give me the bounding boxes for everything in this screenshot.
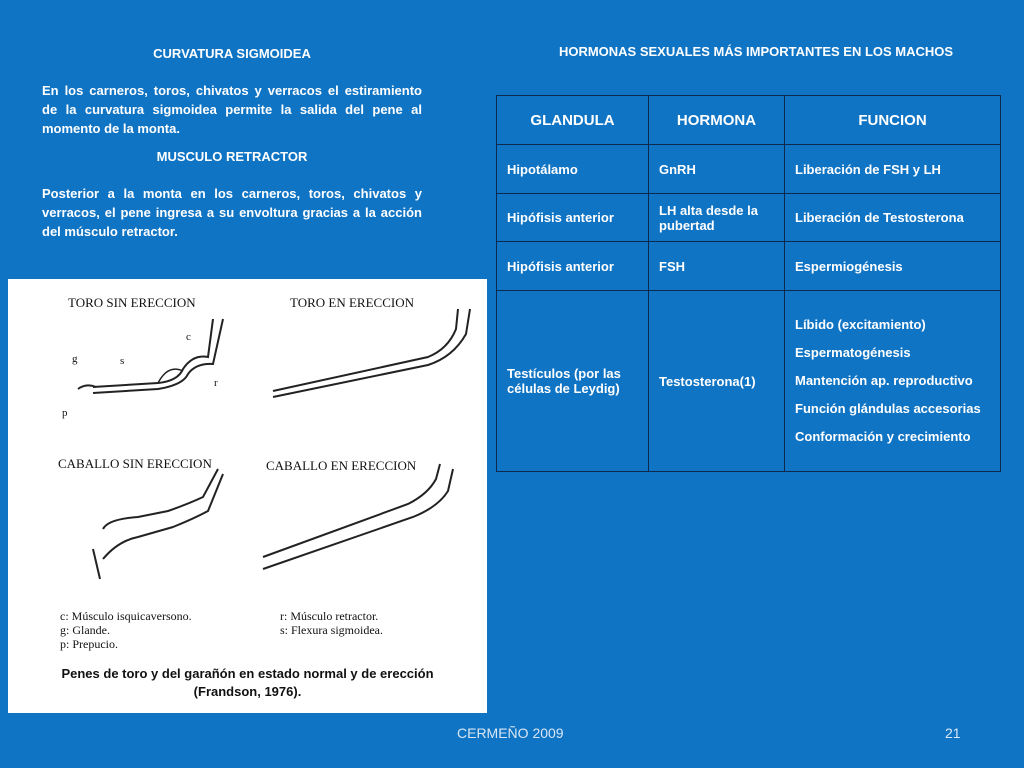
cell-glandula: Hipotálamo — [497, 145, 649, 194]
letter-r: r — [214, 377, 218, 389]
label-caballo-en-ereccion: CABALLO EN ERECCION — [266, 458, 417, 473]
heading-retractor-muscle: MUSCULO RETRACTOR — [156, 149, 308, 164]
letter-s: s — [120, 355, 125, 367]
caption-line-2: (Frandson, 1976). — [193, 684, 302, 699]
funcion-item: Líbido (excitamiento) — [795, 317, 926, 332]
cell-hormona: GnRH — [649, 145, 785, 194]
cell-funcion: Espermiogénesis — [785, 242, 1001, 291]
funcion-item: Espermatogénesis — [795, 345, 911, 360]
table-row — [497, 194, 1001, 242]
legend-p: p: Prepucio. — [60, 637, 118, 651]
legend-right — [280, 609, 383, 637]
header-hormona: HORMONA — [649, 96, 785, 145]
paragraph-sigmoid: En los carneros, toros, chivatos y verracos el estiramiento de la curvatura sigmoidea permite la salida del pene al momento de la monta. — [42, 83, 422, 136]
funcion-item: Función glándulas accesorias — [795, 401, 981, 416]
label-caballo-sin-ereccion: CABALLO SIN ERECCION — [58, 456, 212, 471]
letter-c: c — [186, 331, 191, 343]
table-row — [497, 291, 1001, 472]
legend-r: r: Músculo retractor. — [280, 609, 379, 623]
legend-s: s: Flexura sigmoidea. — [280, 623, 383, 637]
hormones-table — [496, 95, 1001, 472]
caption-line-1: Penes de toro y del garañón en estado normal y de erección — [61, 666, 434, 681]
cell-hormona: FSH — [649, 242, 785, 291]
cell-funcion: Liberación de Testosterona — [785, 194, 1001, 242]
left-text-column — [42, 44, 422, 241]
anatomy-figure — [8, 279, 487, 713]
header-glandula: GLANDULA — [497, 96, 649, 145]
footer-author: CERMEÑO 2009 — [457, 725, 564, 741]
page-number: 21 — [945, 725, 961, 741]
cell-hormona: Testosterona(1) — [649, 291, 785, 472]
label-toro-en-ereccion: TORO EN ERECCION — [290, 295, 414, 310]
letter-p: p — [62, 407, 68, 419]
legend-c: c: Músculo isquicaversono. — [60, 609, 192, 623]
table-header-row — [497, 96, 1001, 145]
table-title: HORMONAS SEXUALES MÁS IMPORTANTES EN LOS MACHOS — [558, 44, 954, 59]
legend-g: g: Glande. — [60, 623, 110, 637]
heading-sigmoid-curvature: CURVATURA SIGMOIDEA — [153, 46, 311, 61]
table-row — [497, 242, 1001, 291]
cell-glandula: Hipófisis anterior — [497, 194, 649, 242]
cell-glandula: Hipófisis anterior — [497, 242, 649, 291]
letter-g: g — [72, 353, 78, 365]
paragraph-retractor: Posterior a la monta en los carneros, toros, chivatos y verracos, el pene ingresa a su envoltura gracias a la acción del músculo retractor. — [42, 186, 422, 239]
cell-hormona: LH alta desde la pubertad — [649, 194, 785, 242]
legend-left — [60, 609, 192, 651]
funcion-item: Mantención ap. reproductivo — [795, 373, 973, 388]
cell-funcion-list — [785, 291, 1001, 472]
cell-funcion: Liberación de FSH y LH — [785, 145, 1001, 194]
funcion-item: Conformación y crecimiento — [795, 429, 971, 444]
figure-caption — [8, 665, 487, 701]
cell-glandula: Testículos (por las células de Leydig) — [497, 291, 649, 472]
table-row — [497, 145, 1001, 194]
label-toro-sin-ereccion: TORO SIN ERECCION — [68, 295, 196, 310]
header-funcion: FUNCION — [785, 96, 1001, 145]
